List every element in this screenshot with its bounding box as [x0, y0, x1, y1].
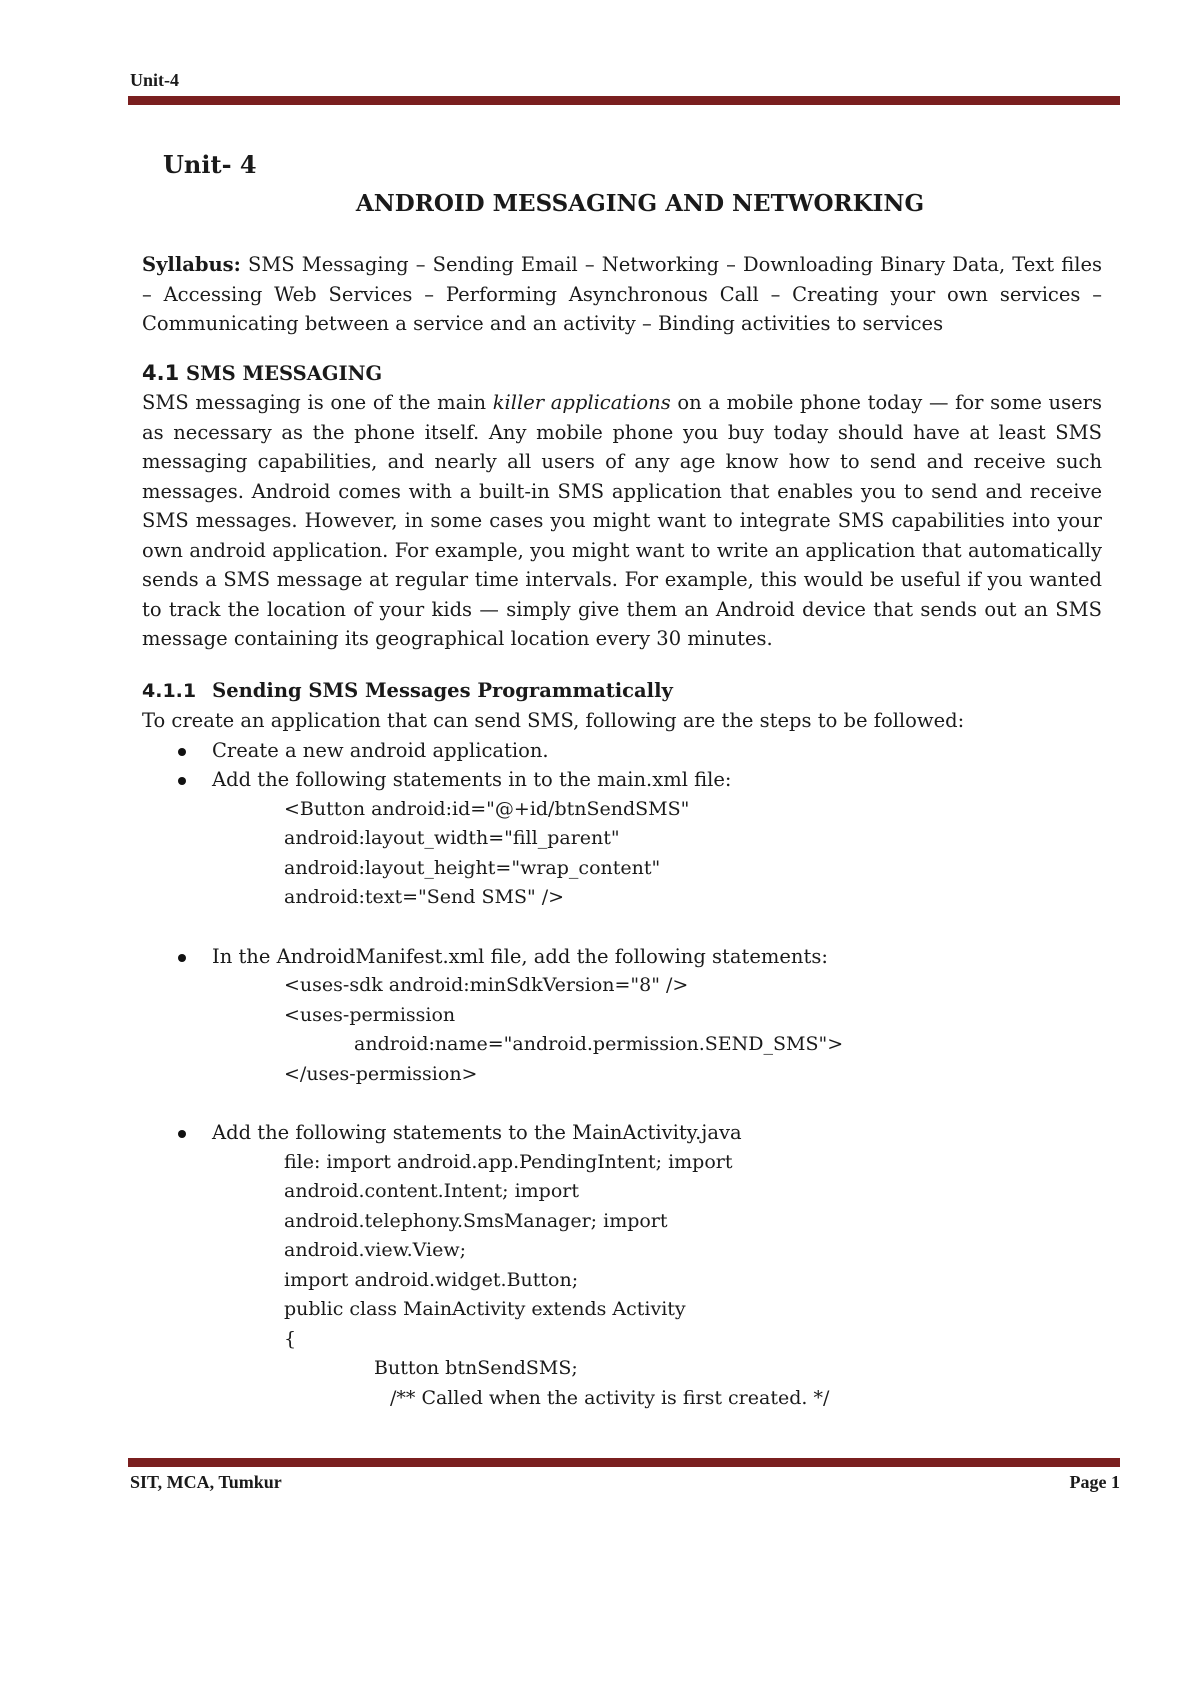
bullet-icon: [178, 1130, 186, 1138]
bullet-icon: [178, 954, 186, 962]
steps-list: [142, 736, 1102, 795]
steps-intro: To create an application that can send SMS, following are the steps to be followed:: [142, 709, 965, 732]
code-line: Button btnSendSMS;: [374, 1357, 578, 1379]
steps-list: [142, 942, 1102, 972]
code-line: android:text="Send SMS" />: [284, 886, 565, 908]
section-title: SMS MESSAGING: [186, 361, 383, 385]
page-number: Page 1: [1069, 1472, 1120, 1492]
code-line: android.view.View;: [284, 1239, 467, 1261]
sms-paragraph: [142, 388, 1102, 654]
subsection-number: 4.1.1: [142, 679, 197, 702]
page-header: Unit-4: [130, 70, 179, 90]
code-line: android:layout_width="fill_parent": [284, 827, 620, 849]
list-item: [142, 1118, 1102, 1148]
code-line: <uses-permission: [284, 1003, 456, 1026]
code-line: android:layout_height="wrap_content": [284, 856, 661, 879]
header-rule: [128, 96, 1120, 105]
syllabus-label: Syllabus:: [142, 253, 241, 276]
bullet-icon: [178, 748, 186, 756]
list-item: [142, 765, 1102, 795]
code-java: [142, 1148, 1102, 1414]
code-line: <uses-sdk android:minSdkVersion="8" />: [284, 974, 689, 996]
steps-list: [142, 1118, 1102, 1148]
step-text: Create a new android application.: [212, 738, 549, 762]
section-number: 4.1: [142, 360, 180, 385]
code-line: file: import android.app.PendingIntent; import: [284, 1150, 733, 1173]
bullet-icon: [178, 777, 186, 785]
document-body: [142, 250, 1102, 1413]
page-footer-left: SIT, MCA, Tumkur: [130, 1472, 282, 1492]
syllabus-text: SMS Messaging – Sending Email – Networking – Downloading Binary Data, Text files – Accessing Web Services – Performing Asynchronous Call – Creating your own services – Communicating between a service and an activity – Binding activities to services: [142, 253, 1102, 335]
code-line: /** Called when the activity is first created. */: [390, 1386, 830, 1409]
step-text: In the AndroidManifest.xml file, add the following statements:: [212, 944, 828, 968]
step-text: Add the following statements in to the main.xml file:: [212, 768, 732, 791]
subsection-title: Sending SMS Messages Programmatically: [212, 678, 673, 702]
section-heading-4-1-1: [142, 676, 1102, 707]
code-line: android.content.Intent; import: [284, 1180, 579, 1202]
paragraph-text: SMS messaging is one of the main: [142, 391, 493, 414]
paragraph-text: on a mobile phone today — for some users as necessary as the phone itself. Any mobile phone you buy today should have at least SMS messaging capabilities, and nearly all users of any age know how to send and receive such messages. Android comes with a built-in SMS application that enables you to send and receive SMS messages. However, in some cases you might want to integrate SMS capabilities into your own android application. For example, you might want to write an application that automatically sends a SMS message at regular time intervals. For example, this would be useful if you wanted to track the location of your kids — simply give them an Android device that sends out an SMS message containing its geographical location every 30 minutes.: [142, 391, 1102, 650]
code-line: public class MainActivity extends Activity: [284, 1298, 686, 1320]
code-main-xml: [142, 795, 1102, 913]
code-line: android.telephony.SmsManager; import: [284, 1209, 668, 1232]
code-line: {: [284, 1327, 297, 1350]
code-line: </uses-permission>: [284, 1062, 478, 1085]
list-item: [142, 942, 1102, 972]
paragraph-italic: killer applications: [492, 391, 671, 414]
page-title: ANDROID MESSAGING AND NETWORKING: [355, 190, 925, 217]
code-line: <Button android:id="@+id/btnSendSMS": [284, 797, 690, 820]
code-manifest: [142, 971, 1102, 1089]
syllabus: [142, 250, 1102, 339]
code-line: android:name="android.permission.SEND_SMS">: [354, 1033, 844, 1055]
section-heading-4-1: [142, 359, 1102, 389]
step-text: Add the following statements to the MainActivity.java: [212, 1121, 742, 1144]
code-line: import android.widget.Button;: [284, 1268, 579, 1291]
list-item: [142, 736, 1102, 766]
footer-rule: [128, 1458, 1120, 1467]
unit-title: Unit- 4: [163, 150, 257, 179]
